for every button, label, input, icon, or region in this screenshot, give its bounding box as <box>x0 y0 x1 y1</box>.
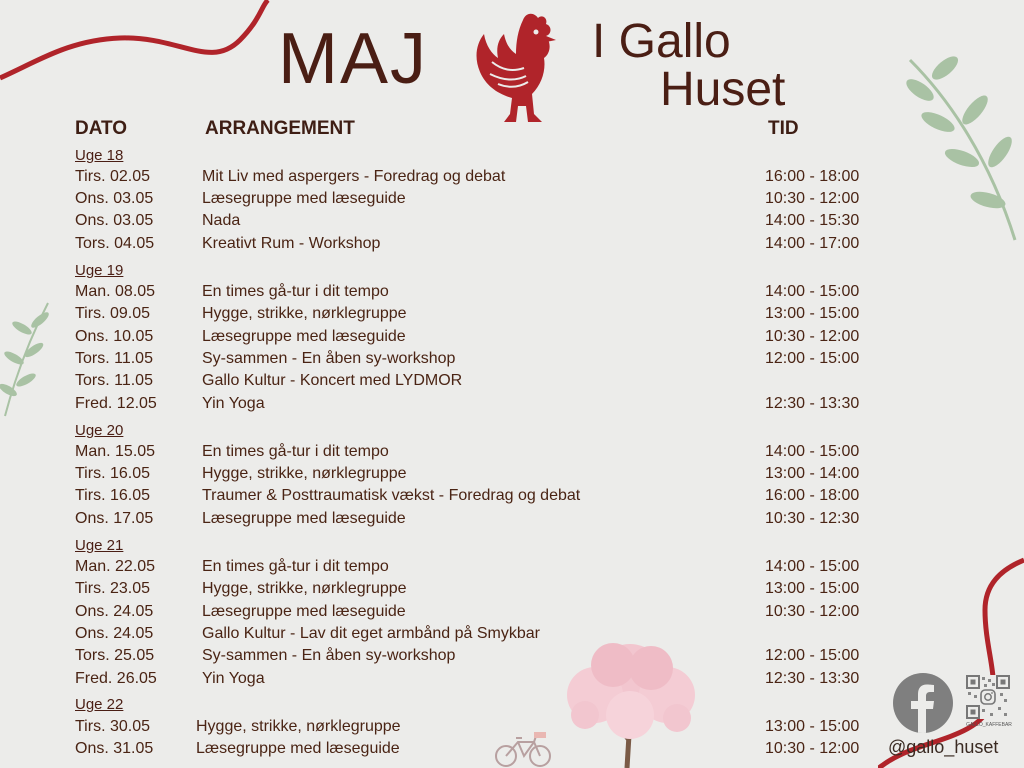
qr-code-icon[interactable] <box>966 675 1010 721</box>
schedule-date: Tors. 11.05 <box>75 350 153 367</box>
social-handle[interactable]: @gallo_huset <box>888 737 999 757</box>
schedule-date: Tirs. 16.05 <box>75 465 150 482</box>
schedule-event: Hygge, strikke, nørklegruppe <box>202 465 407 482</box>
schedule-event: Læsegruppe med læseguide <box>202 328 406 345</box>
schedule-event: Mit Liv med aspergers - Foredrag og debat <box>202 168 506 185</box>
schedule-time: 14:00 - 15:00 <box>765 558 860 575</box>
column-header-time: TID <box>768 118 799 139</box>
schedule-time: 12:30 - 13:30 <box>765 670 860 687</box>
schedule-date: Tirs. 02.05 <box>75 168 150 185</box>
schedule-time: 14:00 - 15:00 <box>765 443 860 460</box>
schedule-time: 12:30 - 13:30 <box>765 395 860 412</box>
schedule-date: Ons. 24.05 <box>75 625 154 642</box>
schedule-event: Kreativt Rum - Workshop <box>202 235 381 252</box>
schedule-time: 10:30 - 12:00 <box>765 328 860 345</box>
schedule-event: En times gå-tur i dit tempo <box>202 558 389 575</box>
schedule-time: 10:30 - 12:00 <box>765 740 860 757</box>
schedule-date: Man. 15.05 <box>75 443 156 460</box>
schedule-date: Tirs. 30.05 <box>75 718 150 735</box>
column-header-event: ARRANGEMENT <box>205 118 355 139</box>
week-label: Uge 19 <box>75 262 124 279</box>
schedule-date: Man. 08.05 <box>75 283 156 300</box>
schedule-date: Man. 22.05 <box>75 558 156 575</box>
schedule-date: Tors. 04.05 <box>75 235 155 252</box>
schedule-event: Traumer & Posttraumatisk vækst - Foredrag og debat <box>202 487 581 504</box>
schedule-event: Gallo Kultur - Lav dit eget armbånd på Smykbar <box>202 625 540 642</box>
schedule-event: Hygge, strikke, nørklegruppe <box>202 580 407 597</box>
schedule-time: 14:00 - 17:00 <box>765 235 860 252</box>
schedule-time: 12:00 - 15:00 <box>765 350 860 367</box>
schedule-time: 13:00 - 15:00 <box>765 718 860 735</box>
schedule-event: Læsegruppe med læseguide <box>202 603 406 620</box>
brand-title-line2: Huset <box>660 63 786 116</box>
schedule-date: Ons. 03.05 <box>75 212 154 229</box>
schedule-time: 16:00 - 18:00 <box>765 168 860 185</box>
schedule-date: Fred. 26.05 <box>75 670 157 687</box>
week-label: Uge 18 <box>75 147 124 164</box>
blossom-tree-illustration <box>555 640 705 768</box>
schedule-event: En times gå-tur i dit tempo <box>202 443 389 460</box>
schedule-date: Fred. 12.05 <box>75 395 157 412</box>
schedule-date: Ons. 03.05 <box>75 190 154 207</box>
column-header-date: DATO <box>75 118 128 139</box>
schedule-event: Læsegruppe med læseguide <box>202 190 406 207</box>
schedule-event: Nada <box>202 212 241 229</box>
leaf-branch-top-right <box>900 40 1024 250</box>
top-left-wave <box>0 0 268 78</box>
schedule-event: Yin Yoga <box>202 670 265 687</box>
schedule-date: Tirs. 09.05 <box>75 305 150 322</box>
week-label: Uge 22 <box>75 696 124 713</box>
bicycle-icon <box>494 728 554 768</box>
schedule-time: 13:00 - 15:00 <box>765 580 860 597</box>
schedule-time: 13:00 - 14:00 <box>765 465 860 482</box>
schedule-event: En times gå-tur i dit tempo <box>202 283 389 300</box>
schedule-event: Sy-sammen - En åben sy-workshop <box>202 350 456 367</box>
leaf-branch-left <box>0 298 52 418</box>
schedule-time: 14:00 - 15:00 <box>765 283 860 300</box>
schedule-date: Tirs. 16.05 <box>75 487 150 504</box>
schedule-event: Læsegruppe med læseguide <box>196 740 400 757</box>
schedule-time: 10:30 - 12:00 <box>765 190 860 207</box>
schedule-time: 10:30 - 12:30 <box>765 510 860 527</box>
schedule-event: Hygge, strikke, nørklegruppe <box>196 718 401 735</box>
qr-caption: GALLO_KAFFEBAR <box>966 722 1012 728</box>
facebook-icon[interactable] <box>893 673 953 733</box>
schedule-date: Ons. 24.05 <box>75 603 154 620</box>
schedule-time: 10:30 - 12:00 <box>765 603 860 620</box>
schedule-time: 13:00 - 15:00 <box>765 305 860 322</box>
schedule-time: 12:00 - 15:00 <box>765 647 860 664</box>
schedule-date: Tors. 11.05 <box>75 372 153 389</box>
week-label: Uge 21 <box>75 537 124 554</box>
schedule-event: Gallo Kultur - Koncert med LYDMOR <box>202 372 463 389</box>
schedule-event: Læsegruppe med læseguide <box>202 510 406 527</box>
schedule-time: 14:00 - 15:30 <box>765 212 860 229</box>
schedule-date: Ons. 10.05 <box>75 328 154 345</box>
schedule-time: 16:00 - 18:00 <box>765 487 860 504</box>
week-label: Uge 20 <box>75 422 124 439</box>
schedule-date: Ons. 17.05 <box>75 510 154 527</box>
schedule-date: Tors. 25.05 <box>75 647 155 664</box>
schedule-event: Sy-sammen - En åben sy-workshop <box>202 647 456 664</box>
schedule-event: Hygge, strikke, nørklegruppe <box>202 305 407 322</box>
schedule-date: Tirs. 23.05 <box>75 580 150 597</box>
brand-title-line1: I Gallo <box>592 15 731 68</box>
month-title: MAJ <box>278 19 428 99</box>
schedule-date: Ons. 31.05 <box>75 740 154 757</box>
schedule-event: Yin Yoga <box>202 395 265 412</box>
rooster-logo-icon <box>468 10 564 128</box>
